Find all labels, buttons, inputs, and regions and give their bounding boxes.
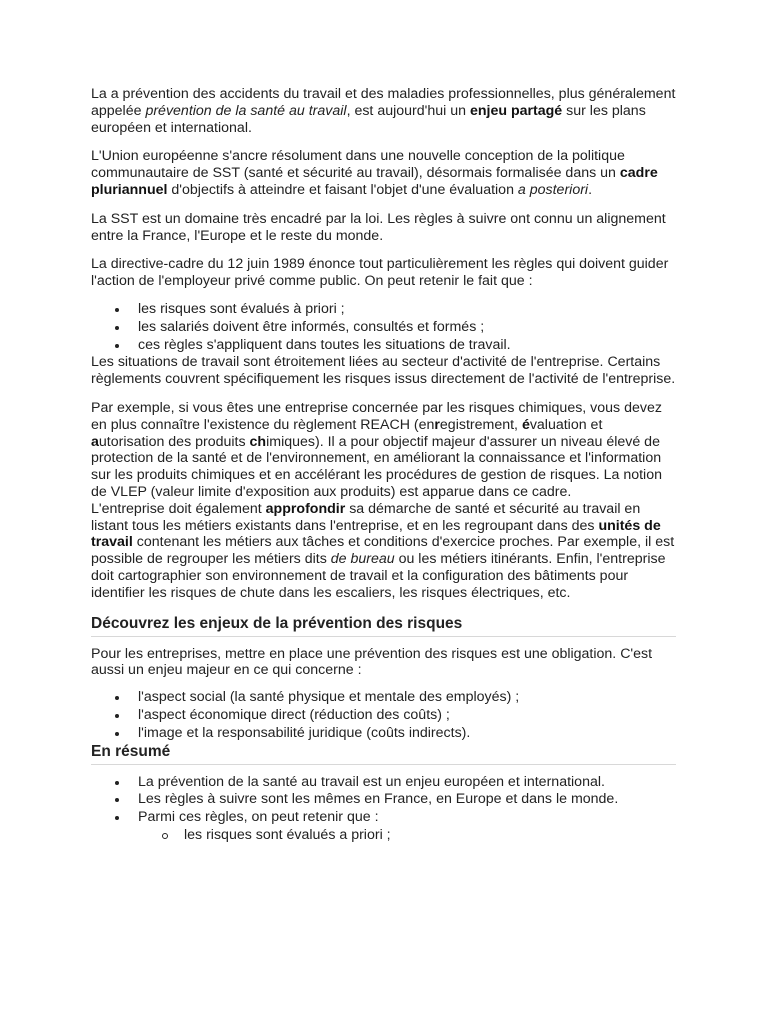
- list-item: les risques sont évalués à priori ;: [91, 301, 676, 318]
- emphasis: de bureau: [330, 551, 395, 568]
- text: L'Union européenne s'ancre résolument dans une nouvelle conception de la politique communautaire de SST (santé et sécurité au travail), désormais formalisée dans un: [91, 148, 625, 182]
- list-item: Les règles à suivre sont les mêmes en France, en Europe et dans le monde.: [91, 791, 676, 808]
- emphasis: a posteriori: [517, 181, 589, 198]
- text: valuation et: [529, 416, 603, 433]
- section-heading-enjeux: Découvrez les enjeux de la prévention des risques: [91, 615, 676, 637]
- text: sur les plans européen et international.: [91, 102, 646, 136]
- list-item: l'aspect social (la santé physique et mentale des employés) ;: [91, 689, 676, 706]
- work-situations-paragraph: Les situations de travail sont étroitement liées au secteur d'activité de l'entreprise. Certains règlements couvrent spécifiquement les risques issus directement de l'activité de l'entreprise.: [91, 354, 676, 388]
- work-units-paragraph: [91, 501, 676, 602]
- list-item: La prévention de la santé au travail est un enjeu européen et international.: [91, 774, 676, 791]
- text: contenant les métiers aux tâches et conditions d'exercice proches. Par exemple, il est possible de regrouper les métiers dits: [91, 534, 675, 568]
- sub-list-item: les risques sont évalués a priori ;: [91, 827, 676, 844]
- reach-paragraph: [91, 400, 676, 501]
- bold-letter: r: [434, 416, 440, 433]
- summary-sublist: [91, 827, 676, 844]
- summary-list: [91, 774, 676, 826]
- enjeux-list: [91, 689, 676, 741]
- text: imiques). Il a pour objectif majeur d'assurer un niveau élevé de protection de la santé et de l'environnement, en améliorant la connaissance et l'information sur les produits chimiques et en accélérant les procédures de gestion de risques. La notion de VLEP (valeur limite d'exposition aux produits) est apparue dans ce cadre.: [91, 433, 662, 500]
- enjeux-paragraph: Pour les entreprises, mettre en place une prévention des risques est une obligation. C'est aussi un enjeu majeur en ce qui concerne :: [91, 645, 653, 679]
- text: d'objectifs à atteindre et faisant l'objet d'une évaluation: [167, 181, 518, 198]
- text: sa démarche de santé et sécurité au travail en listant tous les métiers existants dans l'entreprise, et en les regroupant dans des: [91, 500, 641, 534]
- list-item: l'image et la responsabilité juridique (coûts indirects).: [91, 725, 676, 742]
- emphasis: prévention de la santé au travail: [145, 102, 347, 119]
- bold-term: approfondir: [265, 500, 346, 517]
- text: , est aujourd'hui un: [346, 102, 470, 119]
- eu-paragraph: [91, 148, 676, 198]
- bold-term: enjeu partagé: [469, 102, 563, 119]
- sst-paragraph: La SST est un domaine très encadré par la loi. Les règles à suivre ont connu un alignement entre la France, l'Europe et le reste du monde.: [91, 210, 666, 244]
- directive-paragraph: La directive-cadre du 12 juin 1989 énonce tout particulièrement les règles qui doivent guider l'action de l'employeur privé comme public. On peut retenir le fait que :: [91, 256, 669, 290]
- list-item: les salariés doivent être informés, consultés et formés ;: [91, 319, 676, 336]
- section-heading-resume: En résumé: [91, 743, 676, 765]
- text: .: [588, 181, 593, 198]
- text: Par exemple, si vous êtes une entreprise concernée par les risques chimiques, vous devez en plus connaître l'existence du règlement REACH (en: [91, 399, 662, 433]
- text: egistrement,: [439, 416, 522, 433]
- text: utorisation des produits: [98, 433, 250, 450]
- bold-letter: a: [91, 433, 99, 450]
- directive-rules-list: [91, 301, 676, 353]
- list-item: ces règles s'appliquent dans toutes les situations de travail.: [91, 337, 676, 354]
- bold-letter: é: [521, 416, 530, 433]
- text: L'entreprise doit également: [91, 500, 266, 517]
- bold-letter: ch: [249, 433, 267, 450]
- intro-paragraph: [91, 0, 676, 136]
- list-item: l'aspect économique direct (réduction des coûts) ;: [91, 707, 676, 724]
- text: La a prévention des accidents du travail et des maladies professionnelles, plus généralement appelée: [91, 86, 676, 119]
- bold-term: cadre pluriannuel: [91, 165, 658, 198]
- bold-term: unités de travail: [91, 517, 661, 551]
- list-item: Parmi ces règles, on peut retenir que :: [91, 809, 676, 826]
- text: ou les métiers itinérants. Enfin, l'entreprise doit cartographier son environnement de travail et la configuration des bâtiments pour identifier les risques de chute dans les escaliers, les risques électriques, etc.: [91, 551, 666, 601]
